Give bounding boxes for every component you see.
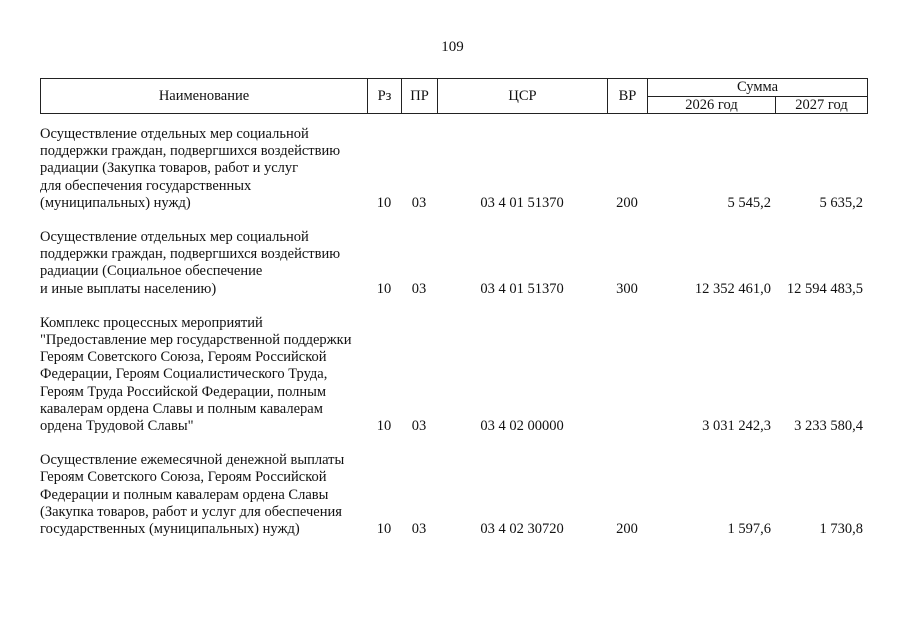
row-name-line: и иные выплаты населению)	[40, 280, 217, 297]
row-rz: 10	[376, 280, 392, 297]
row-name-line: Героям Советского Союза, Героям Российской	[40, 349, 327, 366]
row-name-line: ордена Трудовой Славы"	[40, 418, 194, 435]
row-pr: 03	[411, 194, 427, 211]
row-name-line: Федерации и полным кавалерам ордена Славы	[40, 486, 329, 503]
row-csr: 03 4 02 00000	[480, 418, 564, 435]
row-pr: 03	[411, 521, 427, 538]
header-name: Наименование	[41, 79, 368, 114]
row-name-line: "Предоставление мер государственной поддержки	[40, 332, 352, 349]
row-name-line: для обеспечения государственных	[40, 177, 252, 194]
header-vr: ВР	[608, 79, 648, 114]
row-name-line: Осуществление отдельных мер социальной	[40, 229, 309, 246]
header-csr: ЦСР	[438, 79, 608, 114]
row-rz: 10	[376, 521, 392, 538]
row-csr: 03 4 01 51370	[480, 194, 564, 211]
row-name-line: Осуществление ежемесячной денежной выплаты	[40, 452, 345, 469]
budget-table	[40, 126, 867, 538]
row-name-line: поддержки граждан, подвергшихся воздействию	[40, 246, 341, 263]
row-name-line: поддержки граждан, подвергшихся воздействию	[40, 143, 341, 160]
row-name-line: (муниципальных) нужд)	[40, 194, 191, 211]
row-name	[40, 126, 367, 212]
header-sum: Сумма	[648, 79, 868, 97]
page-number: 109	[441, 39, 464, 55]
row-spacer	[40, 212, 867, 229]
table-row	[40, 315, 867, 435]
row-sum-2027: 3 233 580,4	[794, 418, 863, 435]
row-sum-2026: 1 597,6	[727, 521, 771, 538]
row-name-line: Героям Труда Российской Федерации, полным	[40, 383, 327, 400]
row-name-line: кавалерам ордена Славы и полным кавалерам	[40, 400, 323, 417]
row-vr: 300	[616, 280, 638, 297]
row-vr	[607, 315, 647, 435]
row-name-line: радиации (Закупка товаров, работ и услуг	[40, 160, 299, 177]
row-name-line: государственных (муниципальных) нужд)	[40, 521, 300, 538]
row-csr: 03 4 02 30720	[480, 521, 564, 538]
row-sum-2026: 3 031 242,3	[702, 418, 771, 435]
row-pr: 03	[411, 280, 427, 297]
row-name-line: (Закупка товаров, работ и услуг для обеспечения	[40, 503, 342, 520]
row-vr: 200	[616, 521, 638, 538]
row-name-line: Героям Советского Союза, Героям Российской	[40, 469, 327, 486]
row-vr: 200	[616, 194, 638, 211]
row-sum-2026: 12 352 461,0	[694, 280, 771, 297]
table-header	[40, 78, 868, 114]
row-csr: 03 4 01 51370	[480, 280, 564, 297]
header-year-2026: 2026 год	[648, 96, 776, 114]
row-spacer	[40, 298, 867, 315]
row-pr: 03	[411, 418, 427, 435]
header-rz: Рз	[368, 79, 402, 114]
row-name-line: Федерации, Героям Социалистического Труда,	[40, 366, 328, 383]
header-pr: ПР	[402, 79, 438, 114]
row-name	[40, 452, 367, 538]
table-row	[40, 126, 867, 212]
table-row	[40, 452, 867, 538]
row-name-line: Комплекс процессных мероприятий	[40, 314, 263, 331]
row-name	[40, 315, 367, 435]
row-sum-2026: 5 545,2	[727, 194, 771, 211]
row-sum-2027: 5 635,2	[819, 194, 863, 211]
row-sum-2027: 12 594 483,5	[786, 280, 863, 297]
row-name-line: радиации (Социальное обеспечение	[40, 263, 263, 280]
row-sum-2027: 1 730,8	[819, 521, 863, 538]
row-spacer	[40, 435, 867, 452]
row-name	[40, 229, 367, 298]
row-rz: 10	[376, 418, 392, 435]
row-rz: 10	[376, 194, 392, 211]
row-name-line: Осуществление отдельных мер социальной	[40, 126, 309, 142]
table-row	[40, 229, 867, 298]
header-year-2027: 2027 год	[776, 96, 868, 114]
